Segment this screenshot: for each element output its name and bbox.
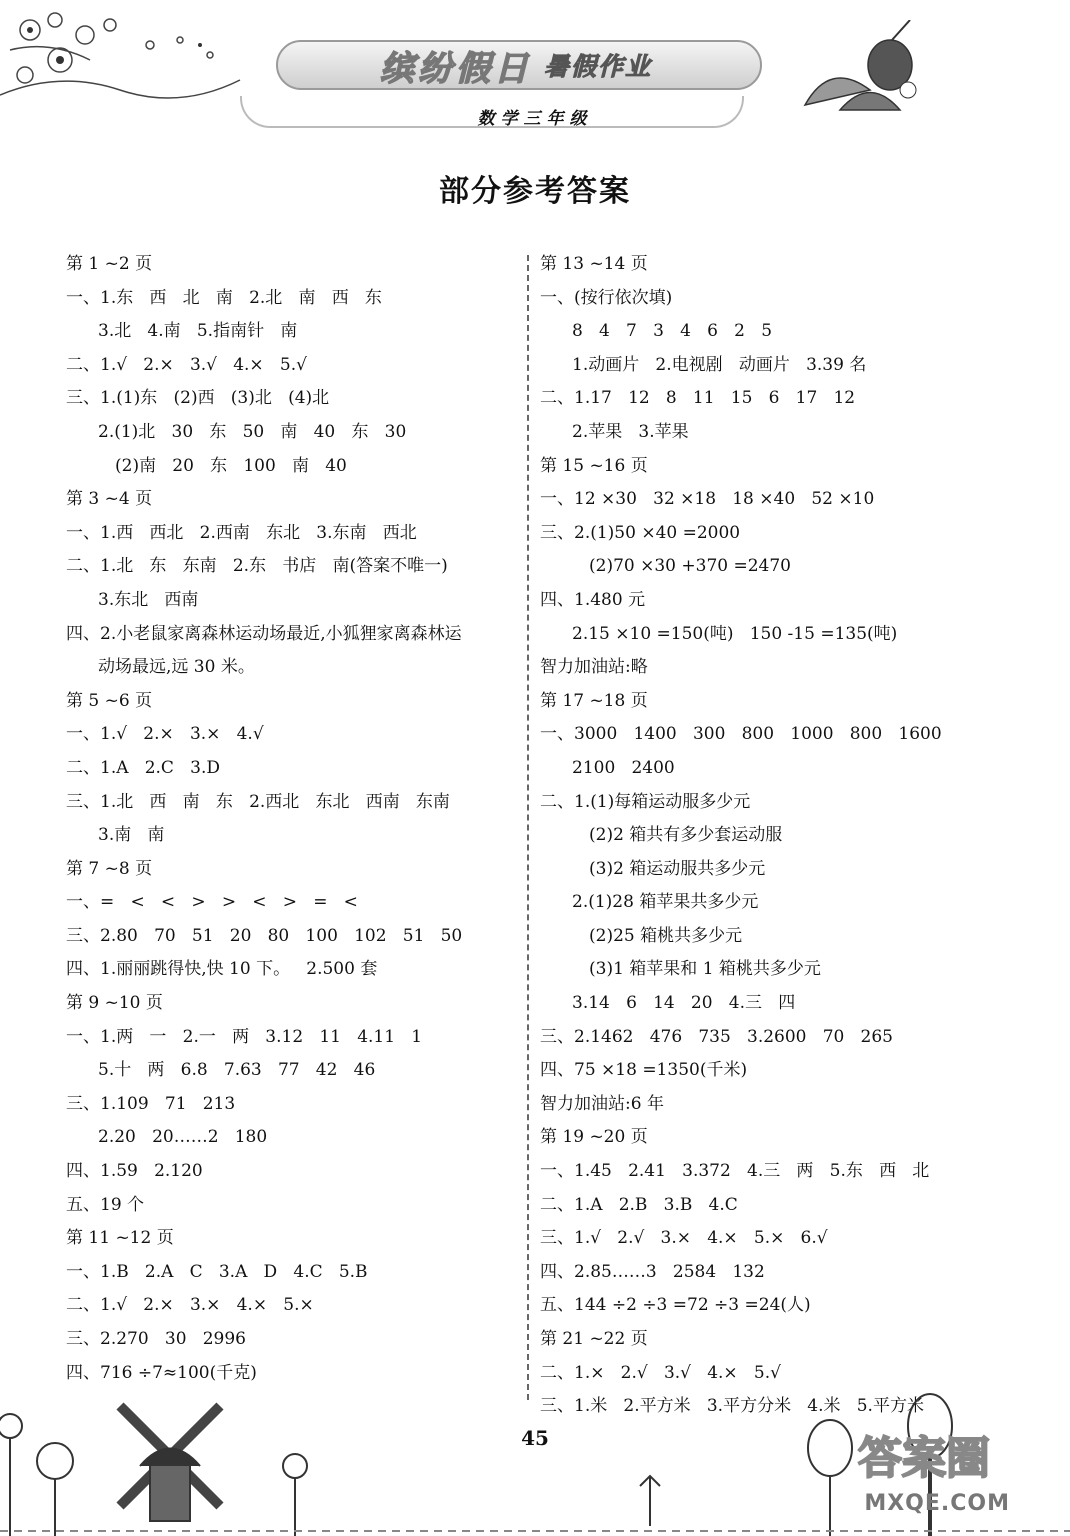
banner-subtitle: 暑假作业 <box>544 52 653 81</box>
right-answer-line: 四、1.480 元 <box>540 589 646 610</box>
left-answer-line: 三、2.80 70 51 20 80 100 102 51 50 <box>66 925 463 946</box>
left-answer-line: 一、1.√ 2.× 3.× 4.√ <box>66 724 264 745</box>
grade-label: 数学三年级 <box>477 109 593 129</box>
left-answer-line: 动场最远,远 30 米。 <box>98 657 255 678</box>
left-answer-line: 2.(1)北 30 东 50 南 40 东 30 <box>98 421 407 442</box>
left-answer-line: 二、1.√ 2.× 3.× 4.× 5.× <box>66 1295 314 1316</box>
right-answer-line: 智力加油站:略 <box>540 657 648 678</box>
left-answer-line: 三、1.(1)东 (2)西 (3)北 (4)北 <box>66 388 330 409</box>
left-answer-line: 四、2.小老鼠家离森林运动场最近,小狐狸家离森林运 <box>66 623 462 644</box>
right-answer-line: 三、2.1462 476 735 3.2600 70 265 <box>540 1026 893 1047</box>
left-answer-line: 一、1.B 2.A C 3.A D 4.C 5.B <box>66 1261 368 1282</box>
right-answer-line: 三、1.米 2.平方米 3.平方分米 4.米 5.平方米 <box>540 1396 924 1417</box>
banner-main-title: 缤纷假日 <box>380 48 532 89</box>
right-answer-line: 一、12 ×30 32 ×18 18 ×40 52 ×10 <box>540 489 875 510</box>
left-answer-line: 二、1.北 东 东南 2.东 书店 南(答案不唯一) <box>66 556 448 577</box>
right-answer-line: (2)70 ×30 +370 =2470 <box>589 556 791 577</box>
left-answer-line: (2)南 20 东 100 南 40 <box>115 455 347 476</box>
right-answer-line: 第 19 ~20 页 <box>540 1127 648 1148</box>
page-number: 45 <box>521 1426 549 1450</box>
right-answer-line: (2)2 箱共有多少套运动服 <box>589 825 783 846</box>
left-answer-line: 第 3 ~4 页 <box>66 489 153 510</box>
left-answer-line: 三、1.北 西 南 东 2.西北 东北 西南 东南 <box>66 791 450 812</box>
right-answer-line: 第 13 ~14 页 <box>540 254 648 274</box>
right-answer-line: 2100 2400 <box>572 757 675 778</box>
right-answer-line: (2)25 箱桃共多少元 <box>589 925 743 946</box>
right-answer-line: 三、2.(1)50 ×40 =2000 <box>540 522 741 543</box>
right-answer-line: 五、144 ÷2 ÷3 =72 ÷3 =24(人) <box>540 1295 811 1316</box>
right-answer-line: 2.15 ×10 =150(吨) 150 -15 =135(吨) <box>572 623 898 644</box>
watermark-logo-text: 答案圈 <box>858 1433 990 1484</box>
left-answer-line: 一、1.东 西 北 南 2.北 南 西 东 <box>66 287 382 308</box>
right-answer-line: 二、1.A 2.B 3.B 4.C <box>540 1194 738 1215</box>
right-answer-line: 一、1.45 2.41 3.372 4.三 两 5.东 西 北 <box>540 1161 930 1182</box>
left-answer-line: 2.20 20……2 180 <box>98 1127 268 1148</box>
left-answer-line: 二、1.A 2.C 3.D <box>66 757 220 778</box>
answer-column-right <box>540 248 1010 1424</box>
answer-column-left <box>66 248 521 1390</box>
left-answer-line: 第 7 ~8 页 <box>66 858 153 879</box>
left-answer-line: 第 9 ~10 页 <box>66 993 163 1014</box>
right-answer-line: 2.(1)28 箱苹果共多少元 <box>572 892 759 913</box>
right-answer-line: 四、2.85……3 2584 132 <box>540 1261 765 1282</box>
header-floral-decoration <box>0 0 250 110</box>
left-answer-line: 五、19 个 <box>66 1194 145 1215</box>
right-answer-line: (3)2 箱运动服共多少元 <box>589 858 766 879</box>
right-answer-line: 1.动画片 2.电视剧 动画片 3.39 名 <box>572 354 867 375</box>
left-answer-line: 三、2.270 30 2996 <box>66 1329 246 1349</box>
right-answer-line: 2.苹果 3.苹果 <box>572 421 689 442</box>
left-answer-line: 第 1 ~2 页 <box>66 254 153 274</box>
right-answer-line: (3)1 箱苹果和 1 箱桃共多少元 <box>589 959 821 980</box>
right-answer-line: 一、(按行依次填) <box>540 287 673 308</box>
left-answer-line: 3.东北 西南 <box>98 589 199 610</box>
left-answer-line: 四、1.59 2.120 <box>66 1161 203 1182</box>
right-answer-line: 二、1.(1)每箱运动服多少元 <box>540 791 751 812</box>
right-answer-line: 8 4 7 3 4 6 2 5 <box>572 321 773 342</box>
right-answer-line: 第 21 ~22 页 <box>540 1329 648 1349</box>
left-answer-line: 一、1.西 西北 2.西南 东北 3.东南 西北 <box>66 522 417 543</box>
left-answer-line: 5.十 两 6.8 7.63 77 42 46 <box>98 1060 376 1081</box>
right-answer-line: 第 15 ~16 页 <box>540 455 648 476</box>
right-answer-line: 智力加油站:6 年 <box>540 1093 664 1114</box>
left-answer-line: 3.南 南 <box>98 825 165 846</box>
page-title: 部分参考答案 <box>439 174 631 209</box>
left-answer-line: 第 11 ~12 页 <box>66 1228 174 1249</box>
right-answer-line: 三、1.√ 2.√ 3.× 4.× 5.× 6.√ <box>540 1228 828 1249</box>
right-answer-line: 第 17 ~18 页 <box>540 690 648 711</box>
left-answer-line: 3.北 4.南 5.指南针 南 <box>98 321 298 342</box>
left-answer-line: 四、1.丽丽跳得快,快 10 下。 2.500 套 <box>66 959 378 980</box>
right-answer-line: 二、1.× 2.√ 3.√ 4.× 5.√ <box>540 1362 781 1383</box>
left-answer-line: 四、716 ÷7≈100(千克) <box>66 1362 257 1383</box>
header-banner <box>276 40 762 90</box>
left-answer-line: 第 5 ~6 页 <box>66 690 153 711</box>
left-answer-line: 一、= < < > > < > = < <box>66 892 358 913</box>
left-answer-line: 二、1.√ 2.× 3.√ 4.× 5.√ <box>66 354 307 375</box>
left-answer-line: 三、1.109 71 213 <box>66 1093 236 1114</box>
right-answer-line: 二、1.17 12 8 11 15 6 17 12 <box>540 388 856 409</box>
right-answer-line: 3.14 6 14 20 4.三 四 <box>572 993 796 1014</box>
left-answer-line: 一、1.两 一 2.一 两 3.12 11 4.11 1 <box>66 1026 423 1047</box>
right-answer-line: 四、75 ×18 =1350(千米) <box>540 1060 748 1081</box>
watermark-url: MXQE.COM <box>864 1491 1010 1516</box>
right-answer-line: 一、3000 1400 300 800 1000 800 1600 <box>540 724 942 745</box>
column-divider <box>527 255 529 1400</box>
